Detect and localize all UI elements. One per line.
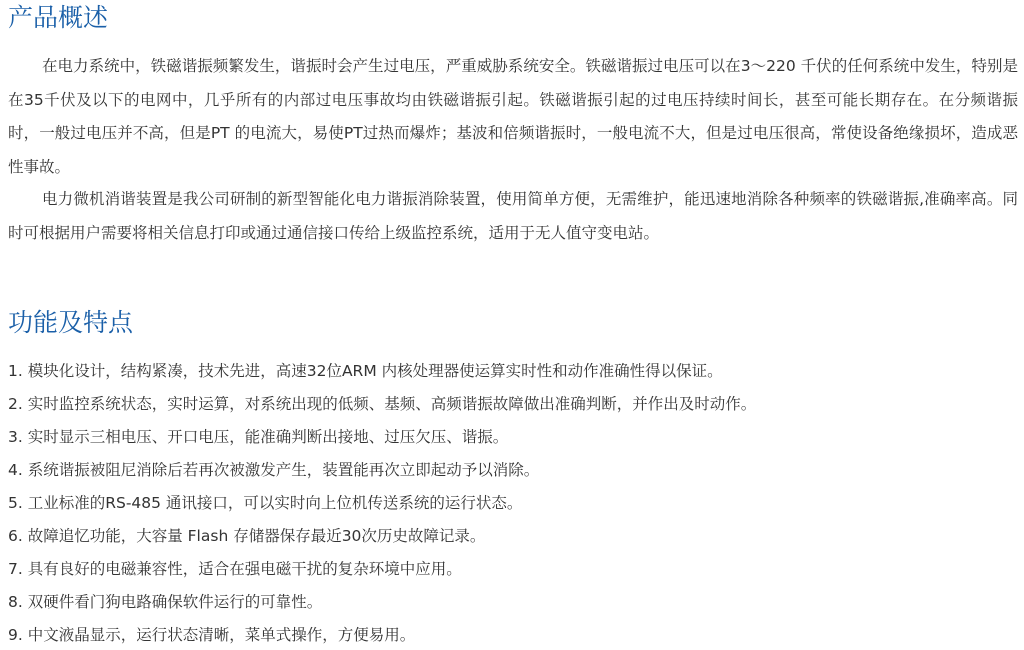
feature-item: 4. 系统谐振被阻尼消除后若再次被激发产生，装置能再次立即起动予以消除。 — [8, 461, 540, 479]
feature-item: 8. 双硬件看门狗电路确保软件运行的可靠性。 — [8, 593, 323, 611]
feature-item: 3. 实时显示三相电压、开口电压，能准确判断出接地、过压欠压、谐振。 — [8, 428, 509, 446]
feature-item: 9. 中文液晶显示，运行状态清晰，菜单式操作，方便易用。 — [8, 626, 416, 644]
feature-item: 7. 具有良好的电磁兼容性，适合在强电磁干扰的复杂环境中应用。 — [8, 560, 462, 578]
overview-title: 产品概述 — [8, 3, 109, 32]
overview-paragraph: 电力微机消谐装置是我公司研制的新型智能化电力谐振消除装置，使用简单方便，无需维护，能迅速地消除各种频率的铁磁谐振,准确率高。同时可根据用户需要将相关信息打印或通过通信接口传给上级监控系统，适用于无人值守变电站。 — [8, 190, 1018, 242]
feature-item: 1. 模块化设计，结构紧凑，技术先进，高速32位ARM 内核处理器使运算实时性和动作准确性得以保证。 — [8, 362, 723, 380]
feature-item: 5. 工业标准的RS-485 通讯接口，可以实时向上位机传送系统的运行状态。 — [8, 494, 523, 512]
overview-paragraph: 在电力系统中，铁磁谐振频繁发生，谐振时会产生过电压，严重威胁系统安全。铁磁谐振过电压可以在3～220 千伏的任何系统中发生，特别是在35千伏及以下的电网中，几乎所有的内部过电压事故均由铁磁谐振引起。铁磁谐振引起的过电压持续时间长，甚至可能长期存在。在分频谐振时，一般过电压并不高，但是PT 的电流大，易使PT过热而爆炸；基波和倍频谐振时，一般电流不大，但是过电压很高，常使设备绝缘损坏，造成恶性事故。 — [8, 57, 1018, 176]
feature-list — [8, 355, 1008, 650]
feature-item: 2. 实时监控系统状态，实时运算，对系统出现的低频、基频、高频谐振故障做出准确判断，并作出及时动作。 — [8, 395, 757, 413]
features-title: 功能及特点 — [8, 308, 134, 337]
feature-item: 6. 故障追忆功能，大容量 Flash 存储器保存最近30次历史故障记录。 — [8, 527, 486, 545]
